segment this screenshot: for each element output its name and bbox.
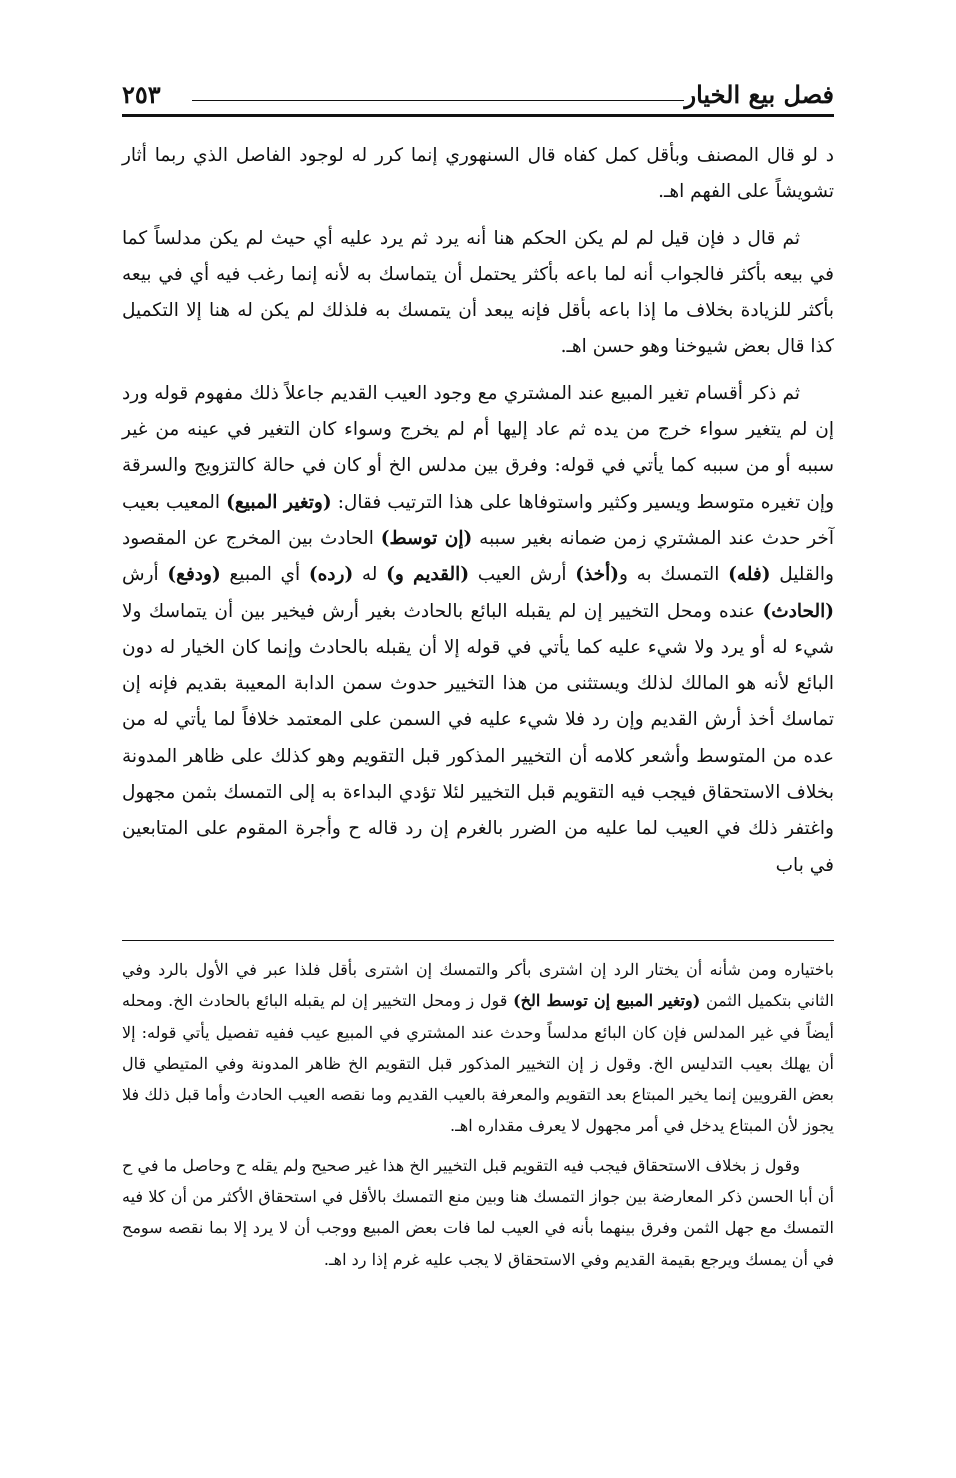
- text-run: المعيب بعيب آخر حدث عند المشتري زمن ضمانه بغير سببه: [122, 491, 834, 549]
- page-number: ٢٥٣: [122, 80, 161, 109]
- note-paragraph-1: [122, 954, 834, 1142]
- paragraph-1: د لو قال المصنف وبأقل كمل كفاه قال السنهوري إنما كرر له لوجود الفاصل الذي ربما أثار تشويشاً على الفهم اهـ.: [122, 145, 834, 203]
- text-run: التمسك به و: [618, 564, 720, 586]
- paragraph-2: ثم قال د فإن قيل لم لم يكن الحكم هنا أنه يرد ثم يرد عليه أي حيث لم يكن مدلساً كما في بيعه بأكثر فالجواب أنه لما باعه بأكثر يحتمل أن يتماسك به لأنه إنما رغب فيه أي في بيعه بأكثر للزيادة بخلاف ما إذا باعه بأقل فإنه يبعد أن يتمسك به فلذلك لم يكن له هنا إلا التكميل كذا قال بعض شيوخنا وهو حسن اهـ.: [122, 227, 834, 358]
- matn-keyword: (رده): [308, 564, 354, 586]
- text-run: قول ز ومحل التخيير إن لم يقبله البائع بالحادث الخ. ومحله أيضاً في غير المدلس فإن كان البائع مدلساً وحدث عند المشتري في المبيع عيب ففيه تفصيل يأتي قوله: إلا أن يهلك بعيب التدليس الخ. وقول ز إن التخيير المذكور قبل التقويم الخ ظاهر المدونة وفي المتيطي قال بعض القرويين إنما يخير المبتاع بعد التقويم والمعرفة بالعيب القديم وما نقصه العيب الحادث وأما قبل ذلك فلا يجوز لأن المبتاع يدخل في أمر مجهول لا يعرف مقداره اهـ.: [122, 991, 835, 1136]
- matn-keyword: (وتغير المبيع): [226, 491, 332, 513]
- main-text: [122, 138, 834, 894]
- paragraph-3: [122, 376, 834, 884]
- matn-keyword: (الحادث): [762, 600, 834, 622]
- text-run: باختياره ومن شأنه أن يختار الرد إن اشترى بأكر والتمسك إن اشترى بأقل فلذا عبر في الأول بالرد وفي الثاني بتكميل الثمن: [122, 960, 835, 1011]
- matn-keyword: (وتغير المبيع إن توسط الخ): [513, 991, 701, 1011]
- header-rule: [122, 114, 834, 117]
- footnotes: [122, 954, 834, 1283]
- matn-keyword: (ودفع): [167, 564, 221, 586]
- text-run: له: [361, 564, 378, 586]
- page-header: [122, 78, 834, 118]
- text-run: الحادث بين المخرج عن المقصود والقليل: [122, 527, 834, 586]
- matn-keyword: (إن توسط): [380, 527, 473, 549]
- matn-keyword: (فله): [728, 564, 771, 586]
- text-run: أي المبيع: [229, 564, 301, 586]
- running-title: فصل بيع الخيار: [684, 80, 834, 109]
- footnote-separator: [122, 940, 834, 941]
- text-run: ثم ذكر أقسام تغير المبيع عند المشتري مع وجود العيب القديم جاعلاً ذلك مفهوم قوله ورد إن لم يتغير سواء خرج من يده ثم عاد إليها أم لم يخرج وسواء كان التغير في عينه من غير سببه أو من سببه كما يأتي في قوله: وفرق بين مدلس الخ أو كان في حالة كالتزويج والسرقة وإن تغيره متوسط ويسير وكثير واستوفاها على هذا الترتيب فقال:: [122, 382, 835, 513]
- text-run: عنده ومحل التخيير إن لم يقبله البائع بالحادث بغير أرش فيخير بين أن يتماسك ولا شيء له أو يرد ولا شيء عليه كما يأتي في قوله إلا أن يقبله بالحادث وإنما كان الخيار له دون البائع لأنه هو المالك لذلك ويستثنى من هذا التخيير حدوث سمن الدابة المعيبة بقديم فإنه إن تماسك أخذ أرش القديم وإن رد فلا شيء عليه في السمن على المعتمد خلافاً لما يأتي له من عده من المتوسط وأشعر كلامه أن التخيير المذكور قبل التقويم وهو كذلك على ظاهر المدونة بخلاف الاستحقاق فيجب فيه التقويم قبل التخيير لئلا تؤدي البداءة به إلى التمسك بثمن مجهول واغتفر ذلك في العيب لما عليه من الضرر بالغرم إن رد قاله ح وأجرة المقوم على المتابعين في باب: [122, 600, 834, 876]
- header-dash-line: [192, 100, 684, 101]
- note-paragraph-2: وقول ز بخلاف الاستحقاق فيجب فيه التقويم قبل التخيير الخ هذا غير صحيح ولم يقله ح وحاصل ما في ح أن أبا الحسن ذكر المعارضة بين جواز التمسك هنا وبين منع التمسك بالأقل في استحقاق الأكثر من أن كلا فيه التمسك مع جهل الثمن وفرق بينهما بأنه في العيب لما فات بعض المبيع ووجب أن لا يرد إلا بما نقصه سومح في أن يمسك ويرجع بقيمة القديم وفي الاستحقاق لا يجب عليه غرم إذا رد اهـ.: [122, 1155, 835, 1269]
- matn-keyword: (القديم و): [386, 564, 470, 586]
- text-run: أرش: [122, 564, 159, 586]
- text-run: أرش العيب: [477, 564, 567, 586]
- matn-keyword: (أخذ): [575, 564, 619, 586]
